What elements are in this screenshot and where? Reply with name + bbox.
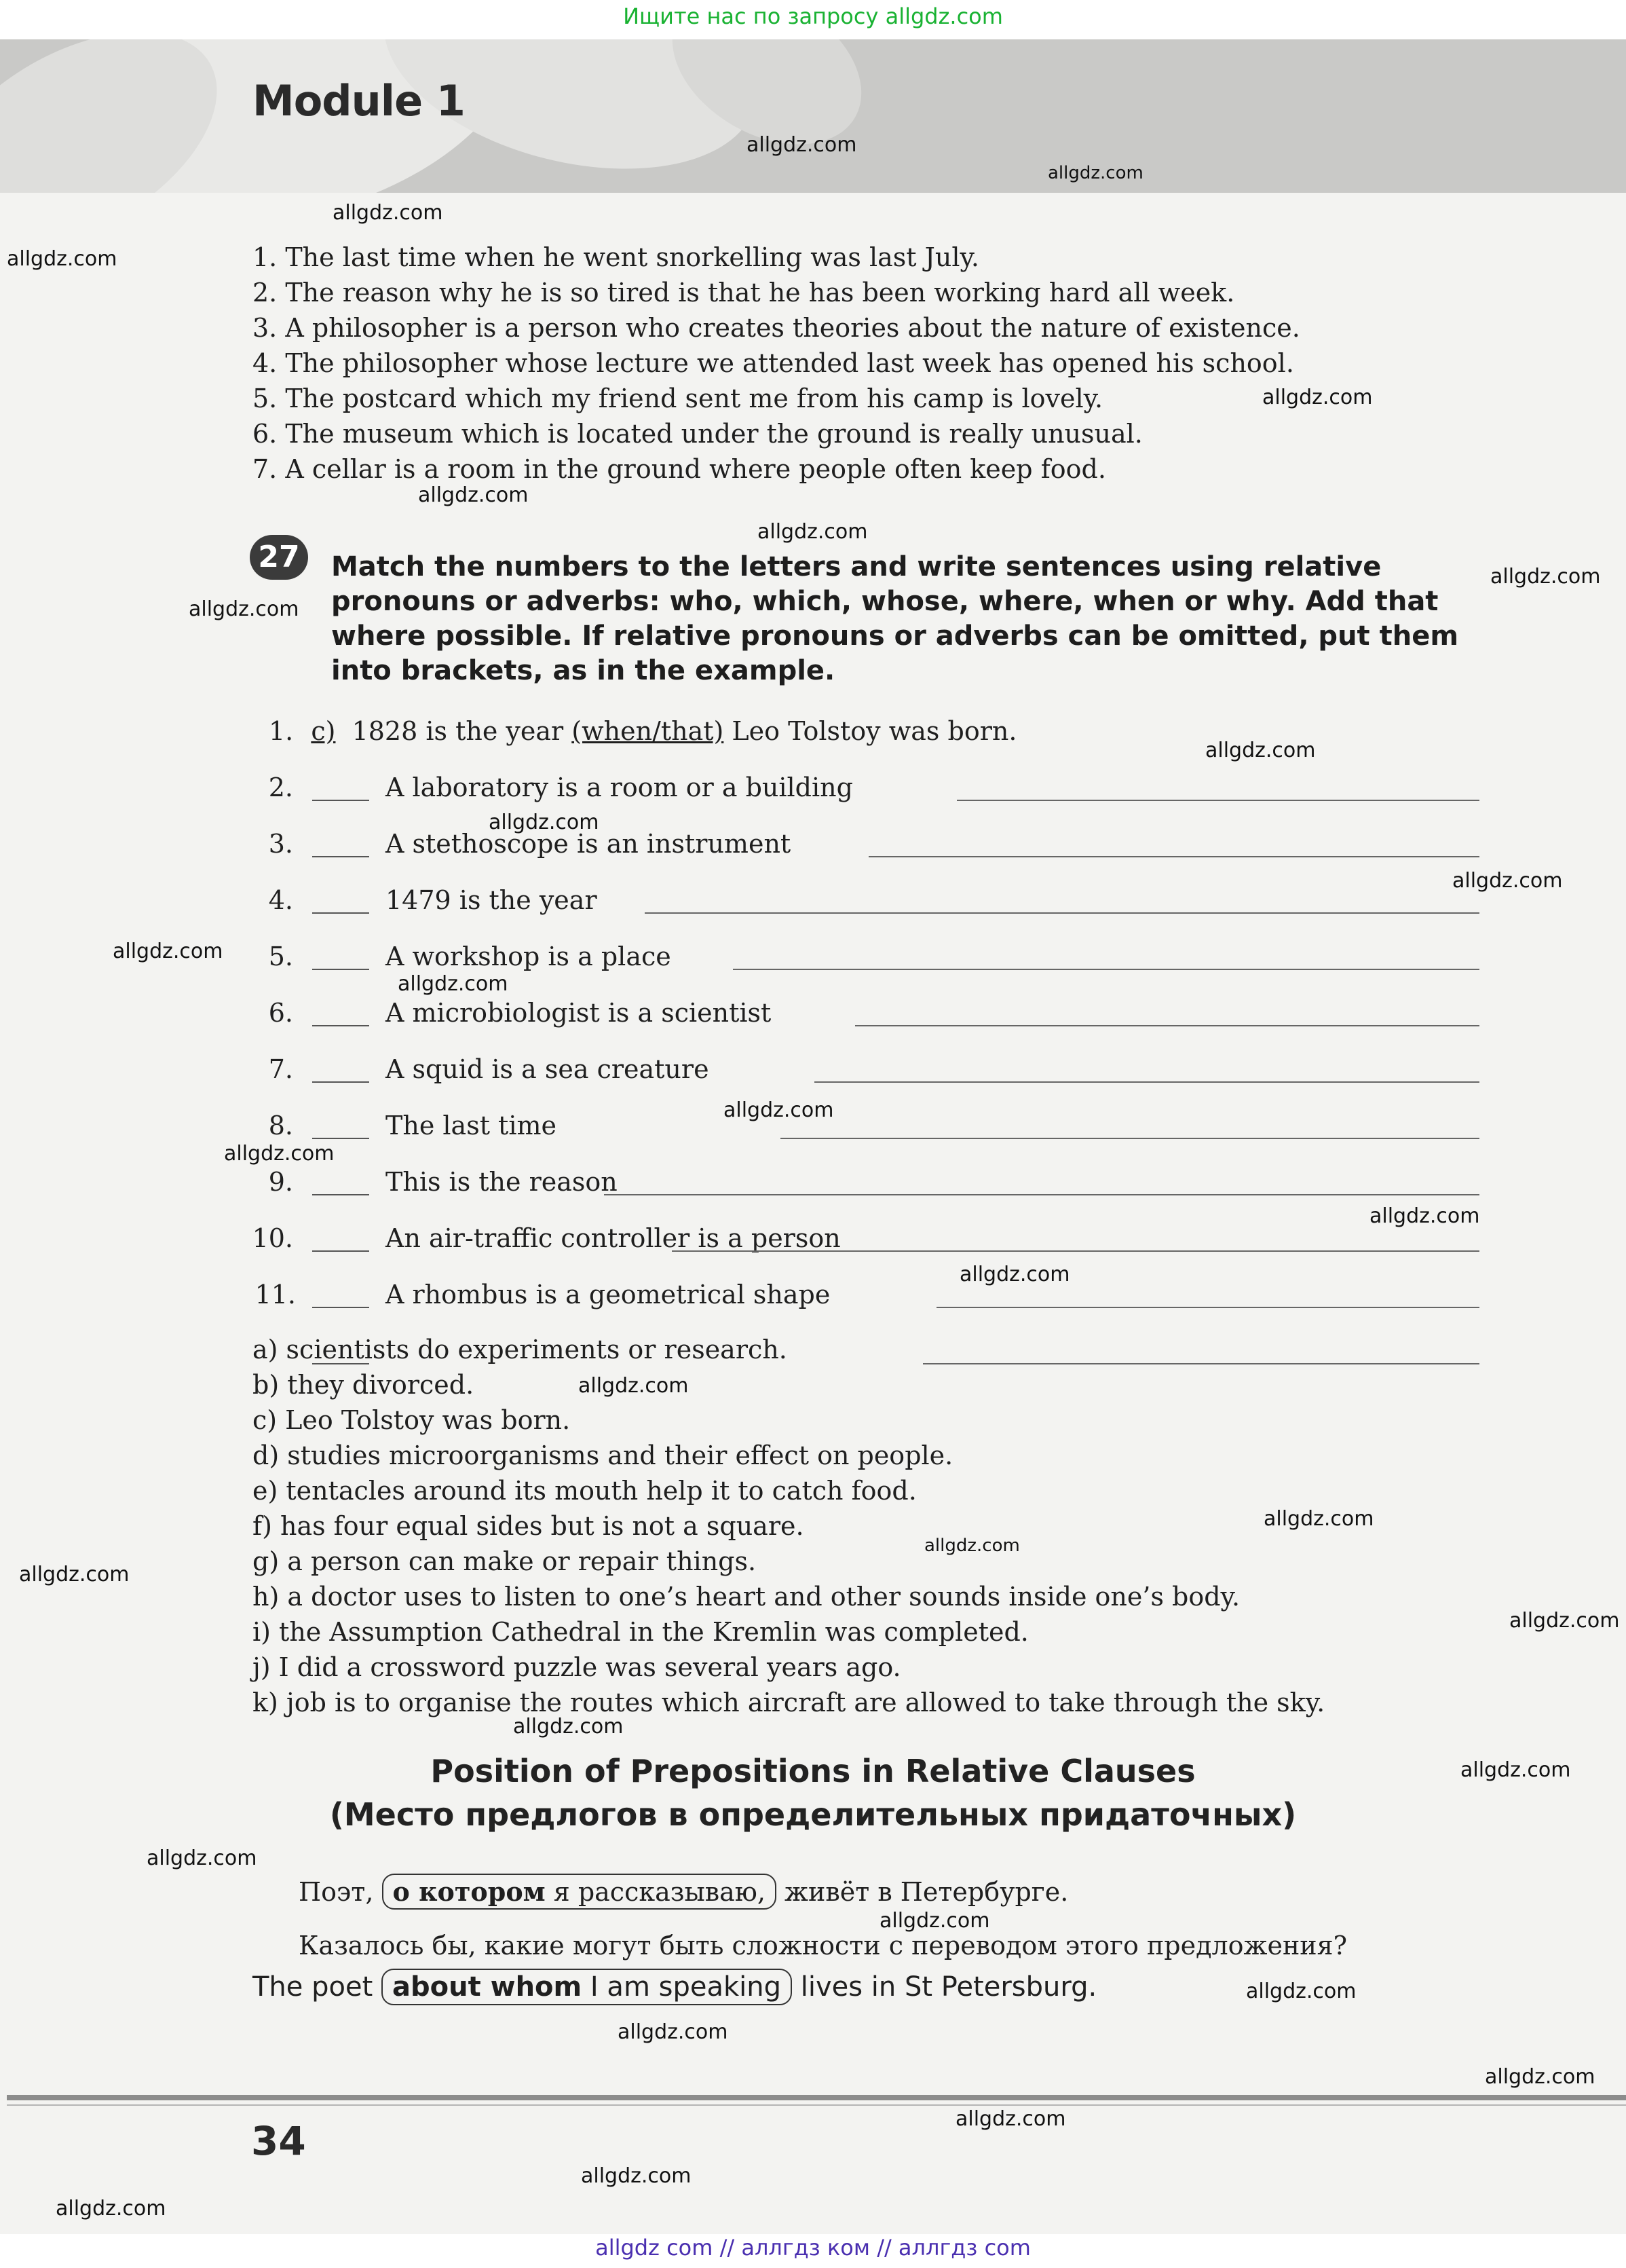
english-example [252, 1969, 1097, 2005]
watermark: allgdz.com [723, 1098, 834, 1122]
answer-line: 6. The museum which is located under the ground is really unusual. [252, 419, 1143, 449]
answer-fill-line[interactable] [645, 912, 1479, 914]
letter-blank[interactable] [312, 1025, 369, 1026]
item-text: The last time [385, 1111, 556, 1140]
example-bracket: (when/that) [571, 716, 724, 746]
item-number: 9. [268, 1167, 293, 1197]
en-pre: The poet [252, 1971, 373, 2003]
item-text: A stethoscope is an instrument [385, 829, 791, 859]
letter-blank[interactable] [312, 800, 369, 801]
answer-fill-line[interactable] [957, 800, 1479, 801]
watermark: allgdz.com [581, 2164, 692, 2188]
example-number: 1. [269, 716, 294, 746]
answer-line: 1. The last time when he went snorkelling was last July. [252, 242, 979, 272]
section-subtitle: (Место предлогов в определительных придаточных) [329, 1796, 1297, 1833]
footer-rule [7, 2095, 1626, 2100]
watermark: allgdz.com [1460, 1758, 1571, 1782]
module-title: Module 1 [252, 76, 465, 126]
ending-line: g) a person can make or repair things. [252, 1546, 757, 1576]
watermark: allgdz.com [333, 201, 443, 225]
item-text: 1479 is the year [385, 885, 597, 915]
instruction-line: into brackets, as in the example. [331, 655, 835, 686]
item-number: 6. [268, 998, 293, 1028]
item-number: 11. [254, 1280, 296, 1309]
example-letter: c) [311, 716, 336, 746]
ending-line: e) tentacles around its mouth help it to catch food. [252, 1476, 917, 1506]
answer-fill-line[interactable] [923, 1363, 1479, 1364]
ending-line: c) Leo Tolstoy was born. [252, 1405, 571, 1435]
item-text: This is the reason [385, 1167, 618, 1197]
answer-fill-line[interactable] [672, 1250, 1479, 1252]
ru-pre: Поэт, [299, 1877, 374, 1907]
watermark: allgdz.com [578, 1374, 689, 1398]
en-relative-clause-box [381, 1969, 792, 2005]
item-number: 7. [268, 1054, 293, 1084]
watermark: allgdz.com [1369, 1204, 1480, 1228]
answer-line: 5. The postcard which my friend sent me from his camp is lovely. [252, 384, 1103, 413]
russian-question: Казалось бы, какие могут быть сложности с переводом этого предложения? [299, 1931, 1347, 1960]
letter-blank[interactable] [312, 1138, 369, 1139]
watermark: allgdz.com [1048, 163, 1143, 183]
module-header [0, 39, 1626, 193]
ending-line: h) a doctor uses to listen to one’s heart and other sounds inside one’s body. [252, 1582, 1241, 1612]
answer-fill-line[interactable] [869, 856, 1479, 857]
item-number: 4. [268, 885, 293, 915]
top-banner[interactable]: Ищите нас по запросу allgdz.com [0, 0, 1626, 39]
ending-line: k) job is to organise the routes which aircraft are allowed to take through the sky. [252, 1688, 1325, 1717]
watermark: allgdz.com [19, 1563, 130, 1586]
item-text: A microbiologist is a scientist [385, 998, 772, 1028]
watermark: allgdz.com [1485, 2065, 1595, 2089]
answer-line: 7. A cellar is a room in the ground where people often keep food. [252, 454, 1106, 484]
item-text: A squid is a sea creature [385, 1054, 709, 1084]
ending-line: b) they divorced. [252, 1370, 474, 1400]
en-boxed-bold: about whom [392, 1971, 582, 2003]
answer-fill-line[interactable] [814, 1081, 1479, 1083]
watermark: allgdz.com [956, 2107, 1066, 2131]
ru-relative-clause-box [382, 1874, 776, 1910]
letter-blank[interactable] [312, 856, 369, 857]
instruction-line: pronouns or adverbs: who, which, whose, where, when or why. Add that [331, 586, 1439, 617]
item-number: 10. [252, 1223, 293, 1253]
watermark: allgdz.com [924, 1536, 1020, 1556]
watermark: allgdz.com [489, 811, 599, 834]
watermark: allgdz.com [1452, 869, 1563, 893]
ru-boxed-rest: я рассказываю, [545, 1877, 765, 1907]
watermark: allgdz.com [1246, 1979, 1357, 2003]
ru-post: живёт в Петербурге. [784, 1877, 1069, 1907]
watermark: allgdz.com [1264, 1507, 1374, 1531]
page-number: 34 [251, 2118, 306, 2164]
answer-fill-line[interactable] [780, 1138, 1479, 1139]
watermark: allgdz.com [189, 597, 299, 621]
letter-blank[interactable] [312, 912, 369, 914]
watermark: allgdz.com [513, 1715, 624, 1739]
item-text: A rhombus is a geometrical shape [385, 1280, 831, 1309]
russian-example [299, 1874, 1068, 1910]
en-boxed-rest: I am speaking [582, 1971, 781, 2003]
ending-line: i) the Assumption Cathedral in the Kremlin was completed. [252, 1617, 1029, 1647]
watermark: allgdz.com [7, 247, 117, 271]
instruction-line: where possible. If relative pronouns or adverbs can be omitted, put them [331, 620, 1458, 652]
watermark: allgdz.com [746, 133, 857, 157]
watermark: allgdz.com [757, 520, 868, 544]
footer-rule-thin [7, 2104, 1626, 2106]
section-title: Position of Prepositions in Relative Clauses [430, 1753, 1196, 1789]
watermark: allgdz.com [1262, 386, 1373, 409]
item-text: A workshop is a place [385, 942, 671, 971]
answer-line: 3. A philosopher is a person who creates theories about the nature of existence. [252, 313, 1300, 343]
item-number: 2. [268, 773, 293, 802]
watermark: allgdz.com [56, 2197, 166, 2220]
watermark: allgdz.com [960, 1263, 1070, 1286]
letter-blank[interactable] [312, 969, 369, 970]
example-line [269, 716, 1017, 746]
watermark: allgdz.com [1205, 739, 1316, 762]
item-number: 3. [268, 829, 293, 859]
item-number: 8. [268, 1111, 293, 1140]
example-text-pre: 1828 is the year [352, 716, 572, 746]
watermark: allgdz.com [398, 972, 508, 996]
answer-line: 2. The reason why he is so tired is that he has been working hard all week. [252, 278, 1235, 308]
letter-blank[interactable] [312, 1081, 369, 1083]
watermark: allgdz.com [418, 483, 529, 507]
item-text: An air-traffic controller is a person [385, 1223, 841, 1253]
exercise-instruction [331, 550, 1485, 688]
letter-blank[interactable] [312, 1250, 369, 1252]
answer-fill-line[interactable] [604, 1194, 1479, 1195]
watermark: allgdz.com [880, 1909, 990, 1933]
bottom-banner[interactable]: allgdz com // аллгдз ком // аллгдз com [0, 2234, 1626, 2268]
ru-boxed-bold: о котором [392, 1876, 546, 1907]
ending-line: f) has four equal sides but is not a square. [252, 1511, 804, 1541]
letter-blank[interactable] [312, 1194, 369, 1195]
watermark: allgdz.com [113, 940, 223, 963]
watermark: allgdz.com [1490, 565, 1601, 589]
item-number: 5. [268, 942, 293, 971]
letter-blank[interactable] [312, 1307, 369, 1308]
answer-fill-line[interactable] [733, 969, 1479, 970]
answer-fill-line[interactable] [937, 1307, 1479, 1308]
ending-line: d) studies microorganisms and their effect on people. [252, 1440, 953, 1470]
watermark: allgdz.com [224, 1142, 335, 1166]
item-text: A laboratory is a room or a building [385, 773, 853, 802]
exercise-number-badge: 27 [250, 535, 308, 580]
en-post: lives in St Petersburg. [800, 1971, 1097, 2003]
answer-fill-line[interactable] [855, 1025, 1479, 1026]
answer-line: 4. The philosopher whose lecture we attended last week has opened his school. [252, 348, 1294, 378]
example-text-post: Leo Tolstoy was born. [723, 716, 1017, 746]
ending-line: a) scientists do experiments or research. [252, 1335, 787, 1364]
ending-line: j) I did a crossword puzzle was several years ago. [252, 1652, 901, 1682]
watermark: allgdz.com [618, 2020, 728, 2044]
watermark: allgdz.com [1509, 1609, 1620, 1633]
watermark: allgdz.com [147, 1846, 257, 1870]
instruction-line: Match the numbers to the letters and write sentences using relative [331, 551, 1382, 582]
